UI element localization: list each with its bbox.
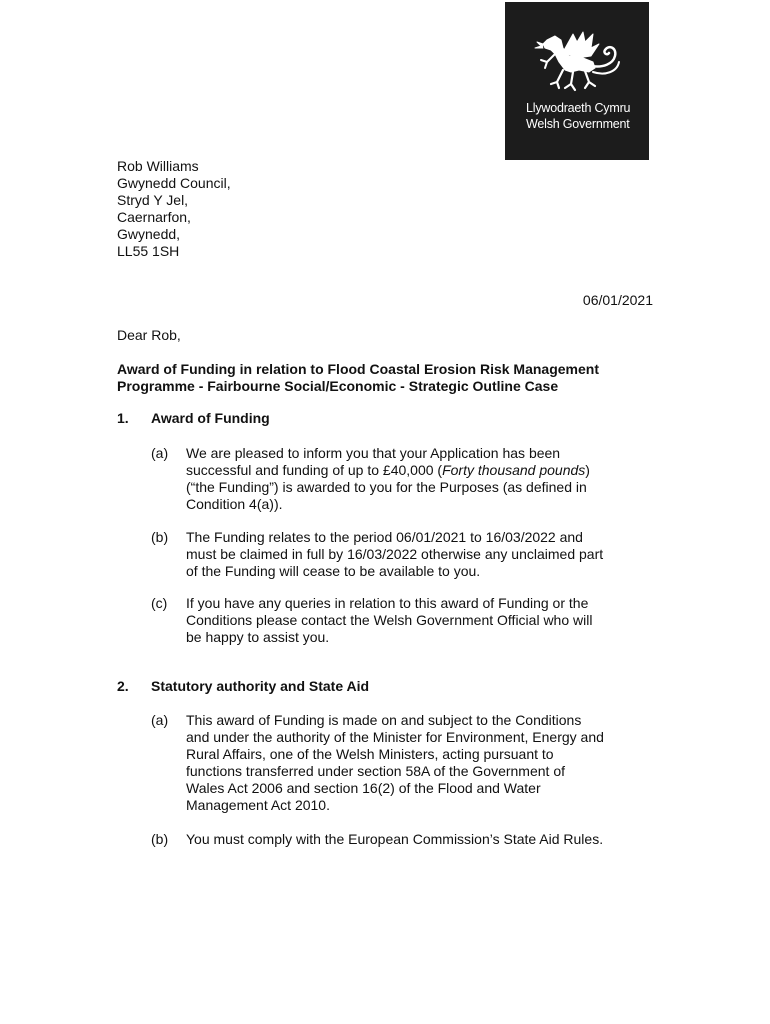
clause-letter: (b): [151, 529, 169, 545]
clause-body: [186, 712, 671, 814]
logo-wordmark: [526, 100, 630, 132]
clause-line: [186, 462, 671, 479]
clause-line: and under the authority of the Minister for Environment, Energy and: [186, 729, 604, 745]
address-line: Caernarfon,: [117, 209, 191, 225]
clause-line: Management Act 2010.: [186, 797, 330, 813]
recipient-address: [117, 158, 231, 260]
clause-text: ): [585, 462, 590, 478]
section-title: Award of Funding: [151, 410, 270, 426]
clause-line: We are pleased to inform you that your Application has been: [186, 445, 561, 461]
section-heading-award-of-funding: [117, 410, 270, 427]
clause-italic-text: Forty thousand pounds: [442, 462, 586, 478]
clause-line: This award of Funding is made on and subject to the Conditions: [186, 712, 582, 728]
clause-body: [186, 595, 671, 646]
clause-letter: (a): [151, 712, 169, 728]
clause-line: must be claimed in full by 16/03/2022 otherwise any unclaimed part: [186, 546, 604, 562]
logo-line-english: Welsh Government: [526, 117, 630, 131]
clause-letter: (a): [151, 445, 169, 461]
clause-letter: (b): [151, 831, 169, 847]
clause-line: You must comply with the European Commission’s State Aid Rules.: [186, 831, 604, 847]
letter-subject: [117, 361, 677, 395]
welsh-dragon-icon: [533, 28, 623, 98]
clause-body: [186, 831, 671, 848]
clause-1a: [151, 445, 671, 513]
clause-line: functions transferred under section 58A of the Government of: [186, 763, 565, 779]
clause-line: (“the Funding”) is awarded to you for the Purposes (as defined in: [186, 479, 587, 495]
section-number: 2.: [117, 678, 129, 694]
clause-line: Wales Act 2006 and section 16(2) of the Flood and Water: [186, 780, 541, 796]
clause-2a: [151, 712, 671, 814]
subject-line: Programme - Fairbourne Social/Economic - Strategic Outline Case: [117, 378, 559, 394]
logo-line-welsh: Llywodraeth Cymru: [526, 101, 631, 115]
welsh-government-logo: [505, 2, 649, 160]
clause-1b: [151, 529, 671, 580]
clause-body: [186, 529, 671, 580]
clause-letter: (c): [151, 595, 168, 611]
clause-line: Condition 4(a)).: [186, 496, 283, 512]
address-line: Stryd Y Jel,: [117, 192, 189, 208]
clause-line: of the Funding will cease to be available to you.: [186, 563, 481, 579]
section-heading-statutory-authority: [117, 678, 369, 695]
address-line: LL55 1SH: [117, 243, 180, 259]
clause-text: successful and funding of up to £40,000 (: [186, 462, 443, 478]
section-title: Statutory authority and State Aid: [151, 678, 370, 694]
subject-line: Award of Funding in relation to Flood Coastal Erosion Risk Management: [117, 361, 599, 377]
letter-date: 06/01/2021: [582, 292, 653, 308]
clause-line: Conditions please contact the Welsh Government Official who will: [186, 612, 593, 628]
clause-line: If you have any queries in relation to this award of Funding or the: [186, 595, 589, 611]
clause-body: [186, 445, 671, 513]
clause-1c: [151, 595, 671, 646]
address-line: Gwynedd Council,: [117, 175, 231, 191]
address-line: Gwynedd,: [117, 226, 181, 242]
clause-line: be happy to assist you.: [186, 629, 330, 645]
clause-line: Rural Affairs, one of the Welsh Ministers, acting pursuant to: [186, 746, 554, 762]
clause-line: The Funding relates to the period 06/01/2021 to 16/03/2022 and: [186, 529, 583, 545]
clause-2b: [151, 831, 671, 848]
section-number: 1.: [117, 410, 129, 426]
salutation: Dear Rob,: [117, 327, 181, 343]
address-line: Rob Williams: [117, 158, 199, 174]
